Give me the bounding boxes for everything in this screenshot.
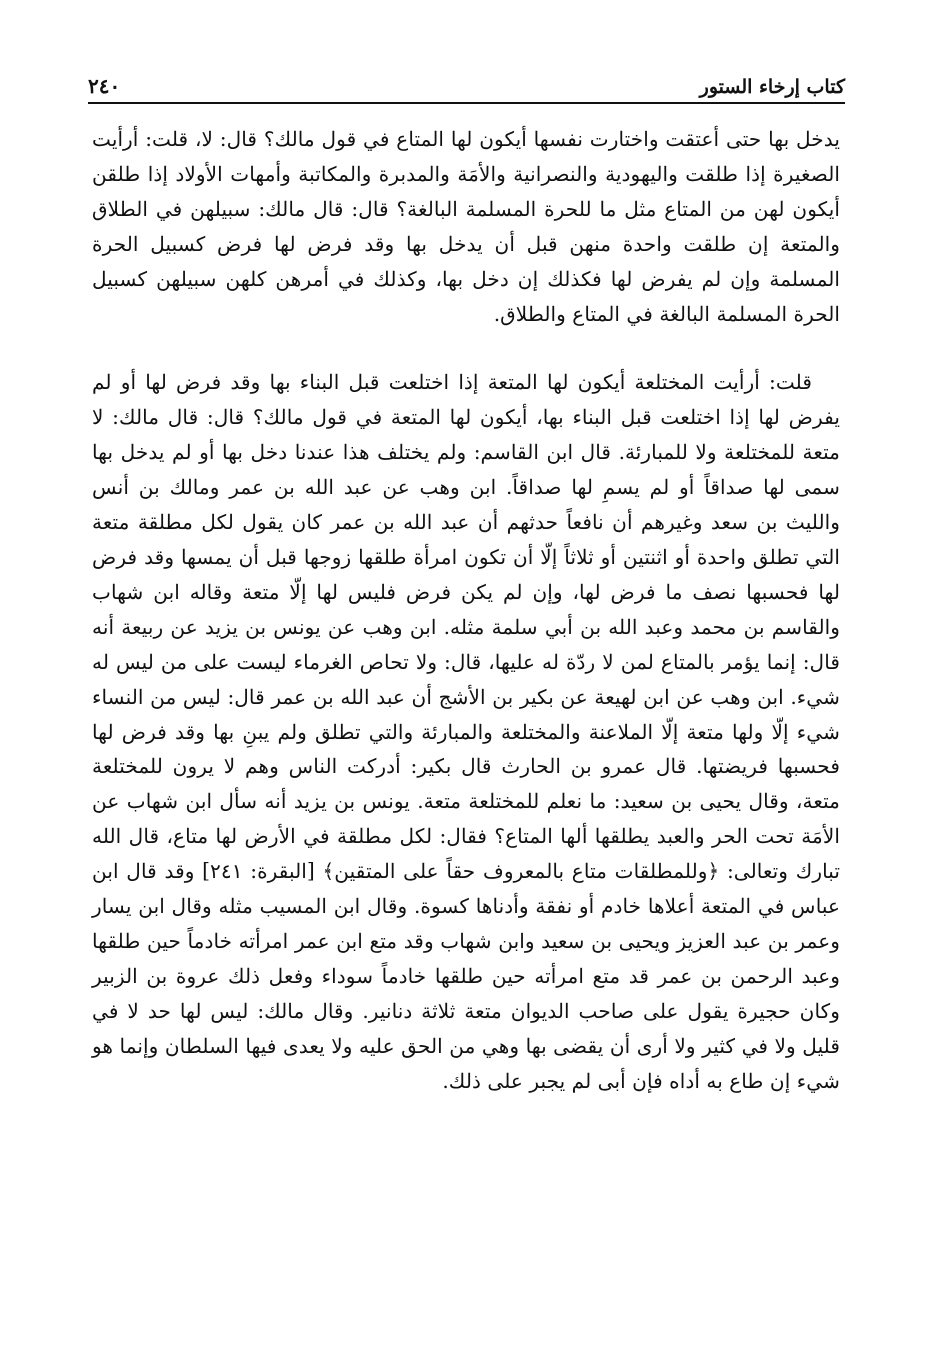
page-number: ٢٤٠ bbox=[88, 74, 121, 98]
body-text bbox=[92, 122, 840, 1098]
paragraph-1: يدخل بها حتى أعتقت واختارت نفسها أيكون لها المتاع في قول مالك؟ قال: لا، قلت: أرأيت الصغيرة إذا طلقت واليهودية والنصرانية والأمَة والمدبرة والمكاتبة وأمهات الأولاد إذا طلقن أيكون لهن من المتاع مثل ما للحرة المسلمة البالغة؟ قال: قال مالك: سبيلهن في الطلاق والمتعة إن طلقت واحدة منهن قبل أن يدخل بها وقد فرض لها فرض كسبيل الحرة المسلمة وإن لم يفرض لها فكذلك إن دخل بها، وكذلك في أمرهن كلهن سبيلهن كسبيل الحرة المسلمة البالغة في المتاع والطلاق. bbox=[92, 127, 840, 326]
paragraph-2: قلت: أرأيت المختلعة أيكون لها المتعة إذا اختلعت قبل البناء بها وقد فرض لها أو لم يفرض لها إذا اختلعت قبل البناء بها، أيكون لها المتعة في قول مالك؟ قال: قال مالك: لا متعة للمختلعة ولا للمبارئة. قال ابن القاسم: ولم يختلف هذا عندنا دخل بها أو لم يدخل بها سمى لها صداقاً أو لم يسمِ لها صداقاً. ابن وهب عن عبد الله بن عمر ومالك بن أنس والليث بن سعد وغيرهم أن نافعاً حدثهم أن عبد الله بن عمر كان يقول لكل مطلقة متعة التي تطلق واحدة أو اثنتين أو ثلاثاً إلّا أن تكون امرأة طلقها زوجها قبل أن يمسها وقد فرض لها فحسبها نصف ما فرض لها، وإن لم يكن فرض فليس لها إلّا متعة وقاله ابن شهاب والقاسم بن محمد وعبد الله بن أبي سلمة مثله. ابن وهب عن يونس بن يزيد عن ربيعة أنه قال: إنما يؤمر بالمتاع لمن لا ردّة له عليها، قال: ولا تحاص الغرماء ليست على من ليس له شيء. ابن وهب عن ابن لهيعة عن بكير بن الأشج أن عبد الله بن عمر قال: ليس من النساء شيء إلّا ولها متعة إلّا الملاعنة والمختلعة والمبارئة والتي تطلق ولم يبنِ بها وقد فرض لها فحسبها فريضتها. قال عمرو بن الحارث قال بكير: أدركت الناس وهم لا يرون للمختلعة متعة، وقال يحيى بن سعيد: ما نعلم للمختلعة متعة. يونس بن يزيد أنه سأل ابن شهاب عن الأمَة تحت الحر والعبد يطلقها ألها المتاع؟ فقال: لكل مطلقة في الأرض لها متاع، قال الله تبارك وتعالى: ﴿وللمطلقات متاع بالمعروف حقاً على المتقين﴾ [البقرة: ٢٤١] وقد قال ابن عباس في المتعة أعلاها خادم أو نفقة وأدناها كسوة. وقال ابن المسيب مثله وقال ابن يسار وعمر بن عبد العزيز ويحيى بن سعيد وابن شهاب وقد متع ابن عمر امرأته خادماً حين طلقها وعبد الرحمن بن عمر قد متع امرأته حين طلقها خادماً سوداء وفعل ذلك عروة بن الزبير وكان حجيرة يقول على صاحب الديوان متعة ثلاثة دنانير. وقال مالك: ليس لها حد لا في قليل ولا في كثير ولا أرى أن يقضى بها وهي من الحق عليه ولا يعدى فيها السلطان وإنما هو شيء إن طاع به أداه فإن أبى لم يجبر على ذلك. bbox=[92, 370, 840, 1093]
header-rule bbox=[88, 102, 845, 104]
running-header bbox=[88, 64, 845, 98]
book-title: كتاب إرخاء الستور bbox=[699, 76, 845, 98]
